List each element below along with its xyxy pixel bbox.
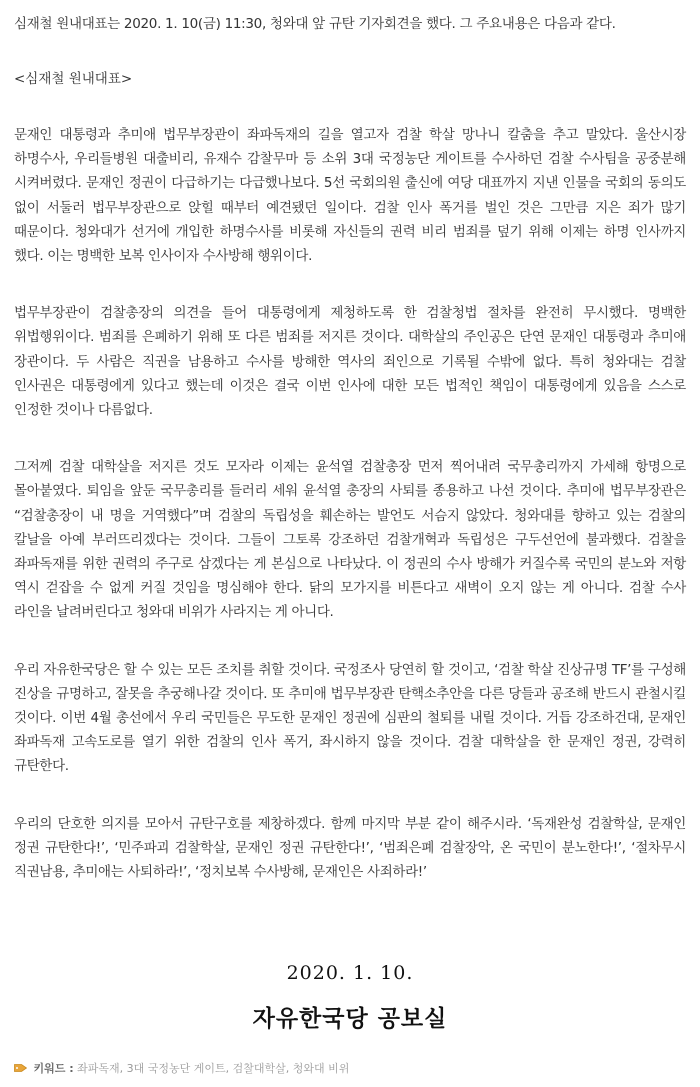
paragraph-1: 문재인 대통령과 추미애 법무부장관이 좌파독재의 길을 열고자 검찰 학살 망나니 칼춤을 추고 말았다. 울산시장 하명수사, 우리들병원 대출비리, 유재수 감찰무마 등 소위 3대 국정농단 게이트를 수사하던 검찰 수사팀을 공중분해 시켜버렸다. 문재인 정권이 다급하기는 다급했나보다. 5선 국회의원 출신에 여당 대표까지 지낸 인물을 국회의 동의도 없이 서둘러 법무부장관으로 앉힐 때부터 예견됐던 일이다. 검찰 인사 폭거를 벌인 것은 그만큼 지은 죄가 많기 때문이다. 청와대가 선거에 개입한 하명수사를 비롯해 자신들의 권력 비리 범죄를 덮기 위해 이제는 하명 인사까지 했다. 이는 명백한 보복 인사이자 수사방해 행위이다. (14, 127, 686, 265)
paragraph-3: 그저께 검찰 대학살을 저지른 것도 모자라 이제는 윤석열 검찰총장 먼저 찍어내려 국무총리까지 가세해 항명으로 몰아붙였다. 퇴임을 앞둔 국무총리를 들러리 세워 윤석열 총장의 사퇴를 종용하고 나선 것이다. 추미애 법무부장관은 “검찰총장이 내 명을 거역했다”며 검찰의 독립성을 훼손하는 발언도 서슴지 않았다. 청와대를 향하고 있는 검찰의 칼날을 아예 부러뜨리겠다는 것이다. 그들이 그토록 강조하던 검찰개혁과 독립성은 구두선언에 불과했다. 검찰을 좌파독재를 위한 권력의 주구로 삼겠다는 게 본심으로 나타났다. 이 정권의 수사 방해가 커질수록 국민의 분노와 저항 역시 걷잡을 수 없게 커질 것임을 명심해야 한다. 닭의 모가지를 비튼다고 새벽이 오지 않는 게 아니다. 검찰 수사 라인을 날려버린다고 청와대 비위가 사라지는 게 아니다. (14, 459, 686, 621)
intro-line: 심재철 원내대표는 2020. 1. 10(금) 11:30, 청와대 앞 규탄 기자회견을 했다. 그 주요내용은 다음과 같다. (14, 16, 616, 32)
keywords-values[interactable]: 좌파독재, 3대 국정농단 게이트, 검찰대학살, 청와대 비위 (77, 1062, 350, 1075)
release-date: 2020. 1. 10. (286, 962, 414, 984)
paragraph-4: 우리 자유한국당은 할 수 있는 모든 조치를 취할 것이다. 국정조사 당연히 할 것이고, ‘검찰 학살 진상규명 TF’를 구성해 진상을 규명하고, 잘못을 추궁해나갈 것이다. 또 추미애 법무부장관 탄핵소추안을 다른 당들과 공조해 반드시 관철시킬 것이다. 이번 4월 총선에서 우리 국민들은 무도한 문재인 정권에 심판의 철퇴를 내릴 것이다. 거듭 강조하건대, 문재인 좌파독재 고속도로를 열기 위한 검찰의 인사 폭거, 좌시하지 않을 것이다. 검찰 대학살을 한 문재인 정권, 강력히 규탄한다. (14, 661, 686, 775)
press-release-body (14, 12, 686, 884)
organization-signature: 자유한국당 공보실 (252, 1006, 448, 1032)
paragraph-2: 법무부장관이 검찰총장의 의견을 들어 대통령에게 제청하도록 한 검찰청법 절차를 완전히 무시했다. 명백한 위법행위이다. 범죄를 은폐하기 위해 또 다른 범죄를 저지른 것이다. 대학살의 주인공은 단연 문재인 대통령과 추미애 장관이다. 두 사람은 직권을 남용하고 수사를 방해한 역사의 죄인으로 기록될 수밖에 없다. 특히 청와대는 검찰 인사권은 대통령에게 있다고 했는데 이것은 결국 이번 인사에 대한 모든 법적인 책임이 대통령에게 있음을 스스로 인정한 것이나 다름없다. (14, 305, 686, 419)
keywords-label: 키워드 : (33, 1062, 74, 1075)
keyword-tag-icon (14, 1063, 27, 1073)
keywords-line (14, 1060, 349, 1076)
speaker-heading: <심재철 원내대표> (14, 71, 133, 87)
paragraph-5: 우리의 단호한 의지를 모아서 규탄구호를 제창하겠다. 함께 마지막 부분 같이 해주시라. ‘독재완성 검찰학살, 문재인 정권 규탄한다!’, ‘민주파괴 검찰학살, 문재인 정권 규탄한다!’, ‘범죄은폐 검찰장악, 온 국민이 분노한다!’, ‘절차무시 직권남용, 추미애는 사퇴하라!’, ‘정치보복 수사방해, 문재인은 사죄하라!’ (14, 815, 686, 881)
